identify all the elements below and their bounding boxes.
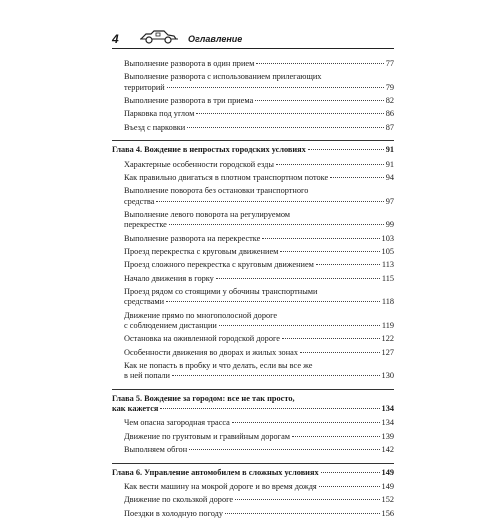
toc-page-number: 97: [385, 196, 394, 206]
dot-leader: [255, 100, 383, 101]
toc-entry[interactable]: [124, 234, 394, 244]
toc-entry-text: Начало движения в горку: [124, 273, 214, 283]
toc-entry-text: Как правильно двигаться в плотном транспортном потоке: [124, 173, 329, 182]
toc-page-number: 105: [381, 247, 394, 256]
dot-leader: [216, 278, 380, 279]
dot-leader: [282, 338, 380, 339]
toc-entry-text: Движение прямо по многополосной дороге: [124, 310, 278, 320]
dot-leader: [256, 63, 383, 64]
toc-page-number: 122: [381, 334, 394, 344]
page-number: 4: [112, 32, 119, 46]
toc-entry-text: Проезд перекрестка с круговым движением: [124, 247, 279, 256]
toc-page-number: 149: [381, 467, 394, 477]
dot-leader: [232, 422, 380, 423]
toc-entry[interactable]: [124, 334, 394, 344]
toc-page-number: 152: [381, 495, 394, 505]
toc-entry-text: Особенности движения во дворах и жилых зонах: [124, 347, 298, 357]
toc-page-number: 139: [381, 431, 394, 441]
dot-leader: [160, 408, 379, 409]
toc-page-number: 115: [381, 273, 394, 283]
toc-entry-text: Выполнение поворота без остановки транспортного: [124, 186, 309, 196]
dot-leader: [316, 264, 380, 265]
running-header: [112, 34, 394, 48]
dot-leader: [308, 149, 384, 150]
toc-page-number: 118: [381, 297, 394, 307]
toc-entry-text: Выполняем обгон: [124, 445, 188, 455]
toc-entry-text: Поездки в холодную погоду: [124, 508, 223, 518]
dot-leader: [300, 352, 380, 353]
toc-entry[interactable]: [124, 432, 394, 442]
toc-entry-text: Чем опасна загородная трасса: [124, 418, 230, 428]
toc-page-number: 134: [381, 418, 394, 428]
toc-entry[interactable]: [124, 361, 394, 381]
toc-page-number: 77: [385, 59, 394, 68]
toc-entry[interactable]: [124, 72, 394, 92]
toc-entry[interactable]: [124, 509, 394, 519]
toc-page-number: 91: [385, 145, 394, 155]
dot-leader: [321, 472, 380, 473]
toc-entry-text: Движение по скользкой дороге: [124, 495, 234, 505]
dot-leader: [219, 325, 380, 326]
dot-leader: [196, 113, 383, 114]
toc-page-number: 142: [381, 445, 394, 455]
chapter-separator: [112, 389, 394, 390]
toc-entry[interactable]: [124, 495, 394, 505]
toc-page-number: 94: [385, 173, 394, 182]
toc-page-number: 87: [385, 122, 394, 132]
toc-entry[interactable]: [124, 482, 394, 492]
toc-entry[interactable]: [124, 274, 394, 284]
toc-entry-text: Глава 4. Вождение в непростых городских условиях: [112, 145, 306, 155]
toc-chapter[interactable]: [112, 145, 394, 155]
chapter-separator: [112, 140, 394, 141]
toc-entry-text: Глава 6. Управление автомобилем в сложных условиях: [112, 467, 319, 477]
toc-entry-text: перекрестке: [124, 220, 167, 230]
dot-leader: [169, 224, 384, 225]
toc-page-number: 119: [381, 321, 394, 330]
toc-entry[interactable]: [124, 210, 394, 230]
toc-page-number: 79: [385, 82, 394, 92]
toc-chapter[interactable]: [112, 394, 394, 414]
toc-entry-text: территорий: [124, 82, 165, 92]
dot-leader: [262, 238, 379, 239]
toc-entry[interactable]: [124, 173, 394, 183]
toc-entry-text: Выполнение разворота с использованием прилегающих: [124, 72, 322, 82]
toc-entry-text: Проезд рядом со стоящими у обочины транспортными: [124, 287, 318, 297]
header-title: Оглавление: [188, 34, 243, 44]
toc-entry-text: с соблюдением дистанции: [124, 321, 217, 330]
toc-entry-text: Как не попасть в пробку и что делать, если вы все же: [124, 361, 313, 371]
dot-leader: [187, 127, 383, 128]
toc-page-number: 99: [385, 220, 394, 230]
dot-leader: [172, 375, 380, 376]
toc-entry[interactable]: [124, 348, 394, 358]
toc-page-number: 130: [381, 371, 394, 381]
car-logo-icon: [138, 28, 180, 44]
dot-leader: [166, 301, 380, 302]
toc-entry-text: Парковка под углом: [124, 109, 195, 119]
toc-entry[interactable]: [124, 96, 394, 106]
dot-leader: [156, 201, 383, 202]
dot-leader: [225, 513, 380, 514]
toc-entry-text: Въезд с парковки: [124, 122, 186, 132]
toc-entry-text: Выполнение разворота в один прием: [124, 59, 255, 68]
toc-page-number: 134: [381, 404, 394, 413]
toc-entry-text: Как вести машину на мокрой дороге и во время дождя: [124, 482, 317, 491]
toc-entry[interactable]: [124, 445, 394, 455]
toc-entry-text: Выполнение разворота на перекрестке: [124, 233, 261, 243]
toc-entry[interactable]: [124, 186, 394, 206]
toc-entry-text: как кажется: [112, 404, 159, 413]
toc-page-number: 86: [385, 109, 394, 119]
dot-leader: [280, 251, 379, 252]
toc-entry[interactable]: [124, 260, 394, 270]
dot-leader: [189, 449, 379, 450]
toc-chapter[interactable]: [112, 468, 394, 478]
toc-page-number: 156: [381, 508, 394, 518]
toc-entry-text: Остановка на оживленной городской дороге: [124, 334, 280, 344]
toc-entry[interactable]: [124, 247, 394, 257]
header-rule: [112, 48, 394, 49]
toc-entry[interactable]: [124, 59, 394, 69]
toc-entry-text: Движение по грунтовым и гравийным дорогам: [124, 431, 291, 441]
toc-page-number: 82: [385, 96, 394, 105]
toc-page-number: 149: [381, 482, 394, 491]
dot-leader: [330, 177, 384, 178]
toc-entry-text: средства: [124, 196, 155, 206]
toc-entry[interactable]: [124, 109, 394, 119]
dot-leader: [167, 87, 384, 88]
toc-entry[interactable]: [124, 287, 394, 307]
toc-entry-text: Выполнение левого поворота на регулируемом: [124, 210, 291, 219]
toc-page-number: 127: [381, 347, 394, 357]
toc-entry-text: в ней попали: [124, 371, 170, 381]
dot-leader: [276, 164, 384, 165]
toc-page-number: 91: [385, 159, 394, 169]
toc-entry-text: Проезд сложного перекрестка с круговым движением: [124, 260, 314, 270]
chapter-separator: [112, 463, 394, 464]
dot-leader: [319, 486, 380, 487]
toc-page-number: 113: [381, 260, 394, 270]
dot-leader: [292, 436, 380, 437]
toc-page-number: 103: [381, 233, 394, 243]
toc-entry[interactable]: [124, 160, 394, 170]
toc-entry[interactable]: [124, 123, 394, 133]
toc-entry-text: Выполнение разворота в три приема: [124, 96, 254, 105]
toc-entry-text: средствами: [124, 297, 165, 307]
toc-entry[interactable]: [124, 418, 394, 428]
toc-entry-text: Характерные особенности городской езды: [124, 159, 274, 169]
toc-entry[interactable]: [124, 311, 394, 331]
toc-entry-text: Глава 5. Вождение за городом: все не так просто,: [112, 393, 295, 403]
